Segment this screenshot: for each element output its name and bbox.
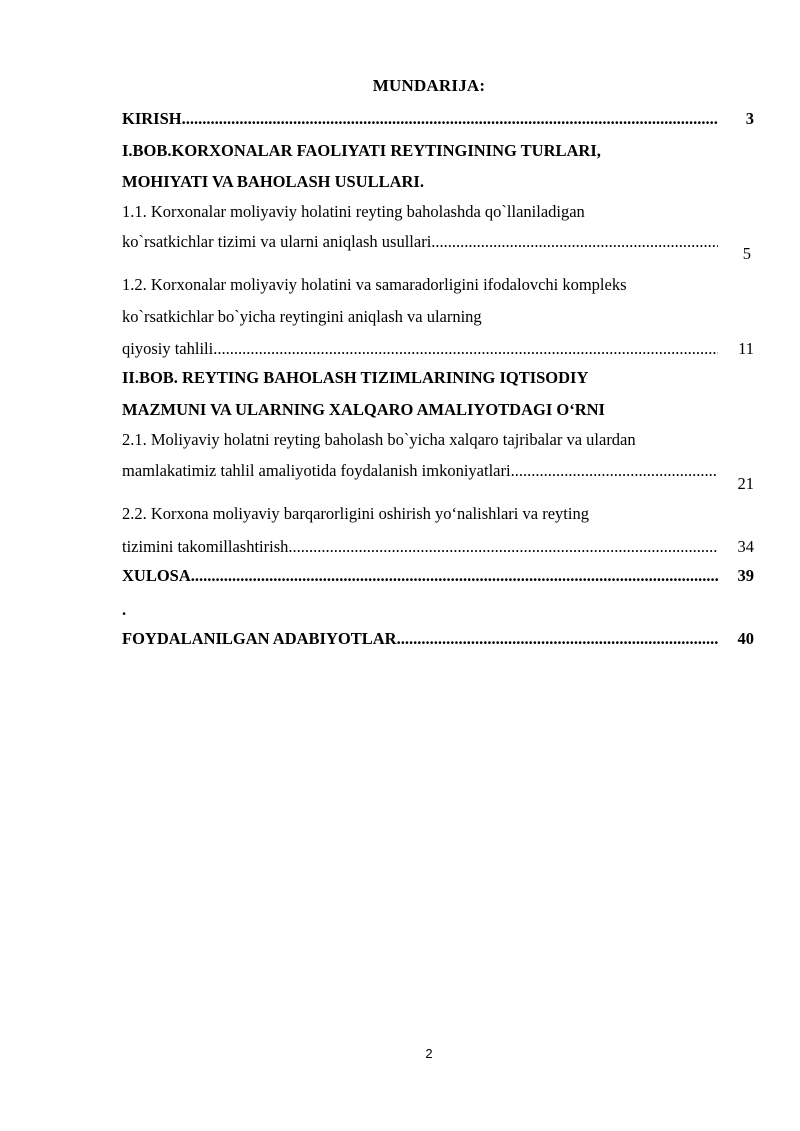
toc-page-number: 39 bbox=[737, 566, 754, 585]
section-2-1-line1[interactable]: 2.1. Moliyaviy holatni reyting baholash bo`yicha xalqaro tajribalar va ulardan bbox=[122, 430, 636, 449]
leader-dots bbox=[511, 461, 718, 481]
chapter-2-heading-line2[interactable]: MAZMUNI VA ULARNING XALQARO AMALIYOTDAGI O‘RNI bbox=[122, 400, 605, 419]
toc-entry-label: FOYDALANILGAN ADABIYOTLAR bbox=[122, 629, 397, 648]
leader-dots bbox=[213, 339, 718, 359]
toc-entry-label: XULOSA bbox=[122, 566, 191, 585]
toc-entry-label: tizimini takomillashtirish bbox=[122, 537, 289, 556]
section-1-2-line2[interactable]: ko`rsatkichlar bo`yicha reytingini aniqlash va ularning bbox=[122, 307, 482, 326]
toc-entry-label: mamlakatimiz tahlil amaliyotida foydalanish imkoniyatlari bbox=[122, 461, 511, 480]
toc-entry-label: ko`rsatkichlar tizimi va ularni aniqlash usullari bbox=[122, 232, 432, 251]
toc-entry-1-1[interactable] bbox=[122, 232, 718, 254]
chapter-1-heading-line2[interactable]: MOHIYATI VA BAHOLASH USULLARI. bbox=[122, 172, 424, 191]
toc-title: MUNDARIJA: bbox=[372, 76, 486, 95]
page-footer-number: 2 bbox=[425, 1046, 433, 1061]
toc-page-number: 5 bbox=[742, 244, 751, 263]
toc-page-number: 3 bbox=[745, 109, 754, 128]
toc-entry-2-1[interactable] bbox=[122, 461, 718, 483]
toc-page-number: 34 bbox=[737, 537, 754, 556]
chapter-2-heading-line1[interactable]: II.BOB. REYTING BAHOLASH TIZIMLARINING IQTISODIY bbox=[122, 368, 589, 387]
leader-dots bbox=[288, 537, 718, 557]
toc-entry-xulosa[interactable] bbox=[122, 566, 718, 588]
section-2-2-line1[interactable]: 2.2. Korxona moliyaviy barqarorligini oshirish yo‘nalishlari va reyting bbox=[122, 504, 589, 523]
leader-dots bbox=[191, 566, 718, 586]
toc-entry-1-2[interactable] bbox=[122, 339, 718, 361]
toc-page-number: 11 bbox=[738, 339, 754, 358]
toc-entry-adabiyotlar[interactable] bbox=[122, 629, 718, 651]
toc-entry-kirish[interactable] bbox=[122, 109, 718, 131]
stray-dot: . bbox=[122, 600, 127, 619]
toc-entry-label: qiyosiy tahlili bbox=[122, 339, 214, 358]
leader-dots bbox=[431, 232, 718, 252]
leader-dots bbox=[397, 629, 718, 649]
toc-page-number: 40 bbox=[737, 629, 754, 648]
toc-entry-2-2[interactable] bbox=[122, 537, 718, 559]
toc-page-number: 21 bbox=[737, 474, 754, 493]
chapter-1-heading-line1[interactable]: I.BOB.KORXONALAR FAOLIYATI REYTINGINING TURLARI, bbox=[122, 141, 601, 160]
section-1-1-line1[interactable]: 1.1. Korxonalar moliyaviy holatini reyting baholashda qo`llaniladigan bbox=[122, 202, 585, 221]
toc-entry-label: KIRISH bbox=[122, 109, 182, 128]
leader-dots bbox=[182, 109, 718, 129]
section-1-2-line1[interactable]: 1.2. Korxonalar moliyaviy holatini va samaradorligini ifodalovchi kompleks bbox=[122, 275, 627, 294]
